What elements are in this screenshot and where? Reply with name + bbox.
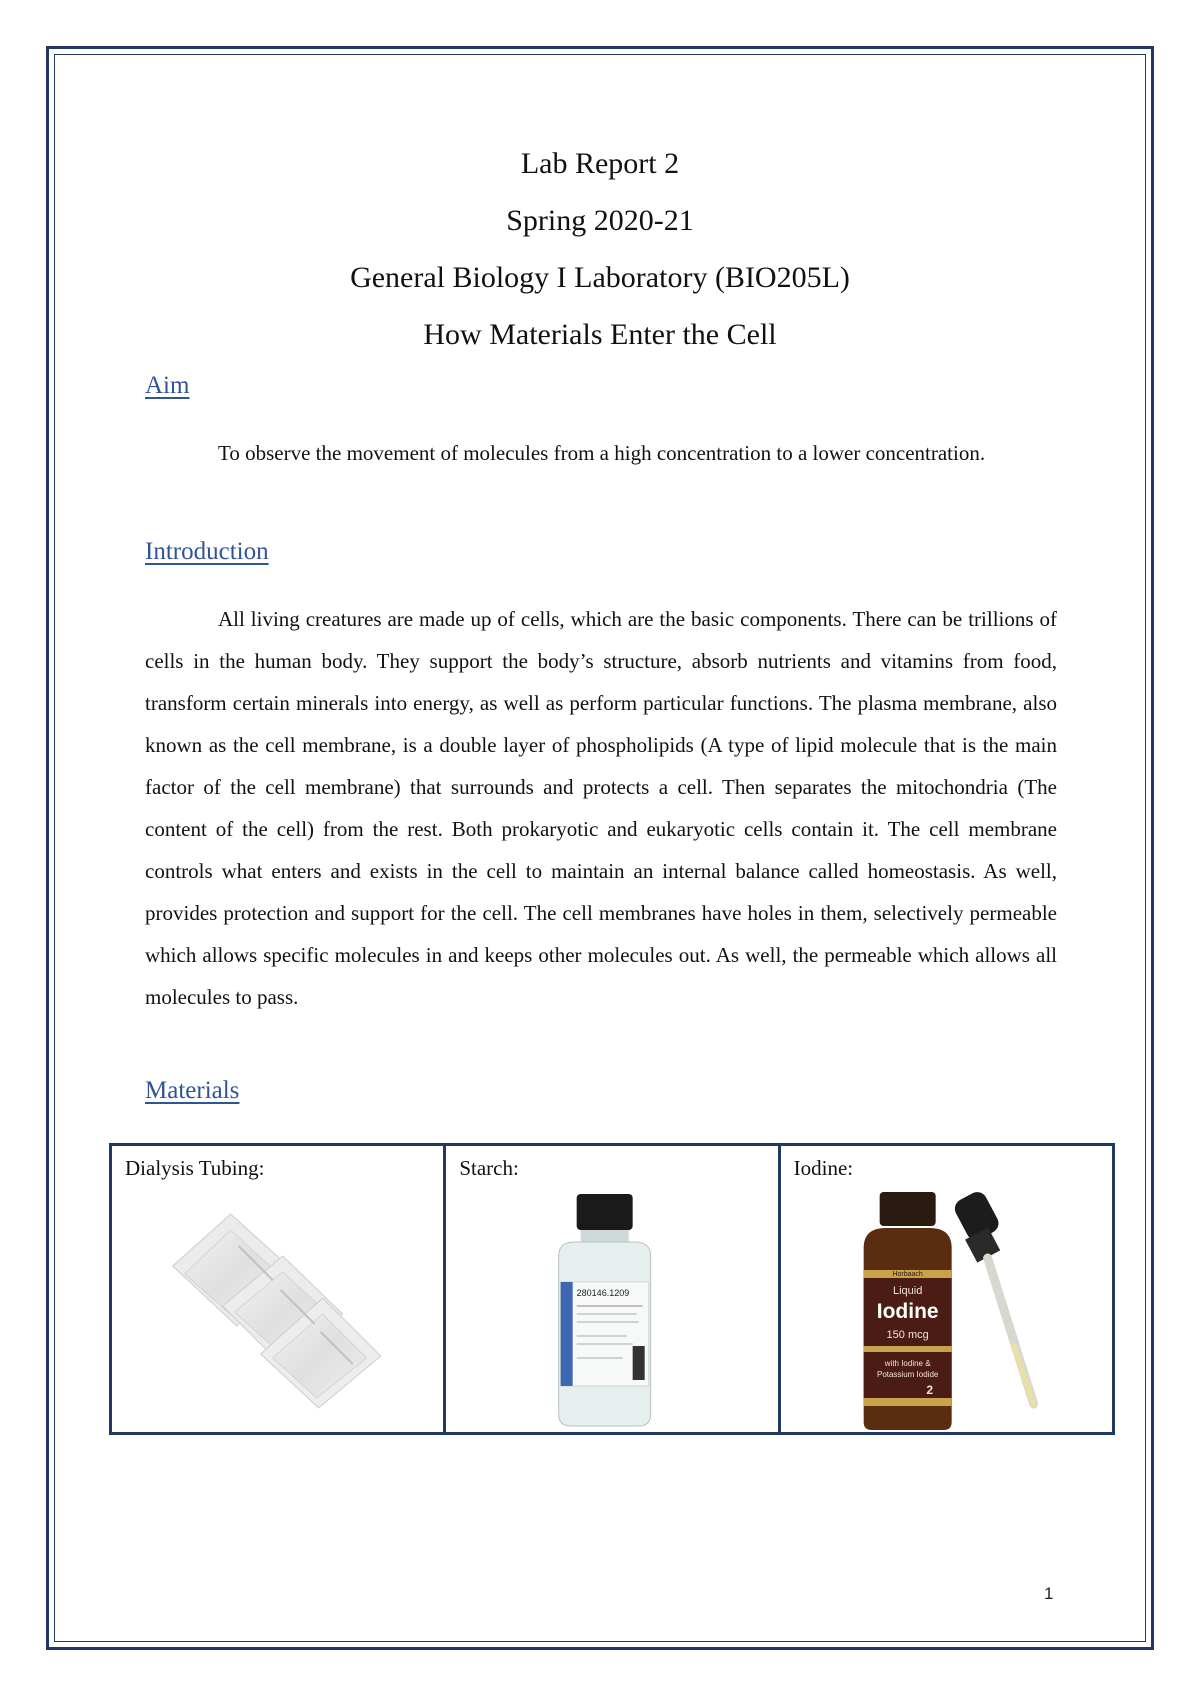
iodine-line3: 150 mcg — [886, 1329, 929, 1341]
introduction-paragraph — [145, 598, 1057, 1018]
dropper-icon — [951, 1189, 1033, 1404]
materials-cell-iodine — [778, 1146, 1112, 1432]
iodine-size: 2 — [925, 1383, 933, 1397]
iodine-line1: Liquid — [892, 1285, 922, 1297]
iodine-line2: Iodine — [876, 1300, 939, 1323]
aim-paragraph — [145, 432, 1057, 474]
materials-cell-starch — [443, 1146, 777, 1432]
title-block — [0, 135, 1200, 363]
introduction-text: All living creatures are made up of cells, which are the basic components. There can be trillions of cells in the human body. They support the body’s structure, absorb nutrients and vitamins from food, transform certain minerals into energy, as well as perform particular functions. The plasma membrane, also known as the cell membrane, is a double layer of phospholipids (A type of lipid molecule that is the main factor of the cell membrane) that surrounds and protects a cell. Then separates the mitochondria (The content of the cell) from the rest. Both prokaryotic and eukaryotic cells contain it. The cell membrane controls what enters and exists in the cell to maintain an internal balance called homeostasis. As well, provides protection and support for the cell. The cell membranes have holes in them, selectively permeable which allows specific molecules in and keeps other molecules out. As well, the permeable which allows all molecules to pass. — [145, 607, 1057, 1009]
report-title: Lab Report 2 — [520, 147, 680, 180]
dialysis-label: Dialysis Tubing: — [125, 1156, 265, 1180]
dialysis-tubing-image — [112, 1186, 443, 1432]
materials-table — [109, 1143, 1115, 1435]
iodine-bottle-image — [781, 1186, 1112, 1432]
aim-heading: Aim — [145, 372, 190, 399]
iodine-line4: with Iodine & — [884, 1359, 931, 1368]
bottle-cap — [577, 1194, 633, 1230]
introduction-heading: Introduction — [145, 538, 269, 565]
iodine-line5: Potassium Iodide — [876, 1370, 939, 1379]
starch-label: Starch: — [459, 1156, 519, 1180]
materials-cell-dialysis — [112, 1146, 443, 1432]
iodine-label: Iodine: — [793, 1156, 854, 1180]
iodine-brand: Horbaach — [892, 1271, 923, 1278]
term-line: Spring 2020-21 — [506, 204, 694, 237]
aim-text: To observe the movement of molecules from a high concentration to a lower concentration. — [218, 441, 986, 465]
course-line: General Biology I Laboratory (BIO205L) — [350, 261, 850, 294]
starch-code: 280146.1209 — [576, 1288, 630, 1298]
page-number: 1 — [1044, 1584, 1054, 1603]
topic-line: How Materials Enter the Cell — [423, 318, 777, 351]
starch-bottle-image — [446, 1186, 777, 1432]
materials-heading: Materials — [145, 1077, 240, 1104]
